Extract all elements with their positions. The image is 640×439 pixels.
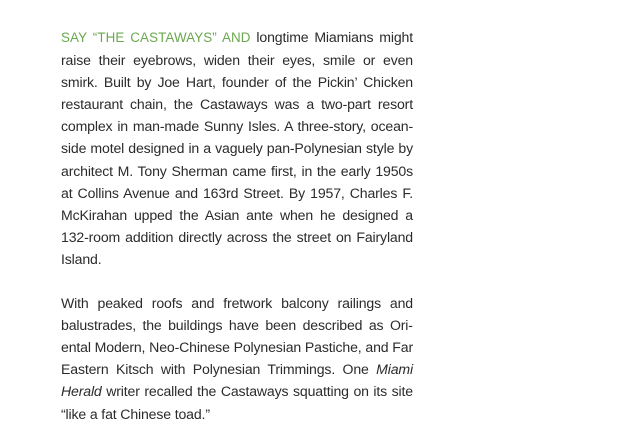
publication-name: Miami Herald: [61, 361, 413, 400]
paragraph-2-text-before: With peaked roofs and fretwork balcony railings and balustrades, the buildings have been described as Oriental Modern, Neo-Chinese Polynesian Pastiche, and Far Eastern Kitsch with Polynesian Trimmings. One: [61, 295, 413, 378]
paragraph-2-text-after: writer recalled the Castaways squatting on its site “like a fat Chinese toad.”: [61, 383, 413, 422]
paragraph-1-text: longtime Miamians might raise their eyebrows, widen their eyes, smile or even smirk. Built by Joe Hart, founder of the Pickin’ Chicken restaurant chain, the Castaways was a two-part resort complex in man-made Sunny Isles. A three-story, ocean-side motel designed in a vaguely pan-Polynesian style by architect M. Tony Sherman came first, in the early 1950s at Collins Avenue and 163rd Street. By 1957, Charles F. McKirahan upped the Asian ante when he designed a 132-room addition directly across the street on Fairyland Island.: [61, 29, 413, 267]
paragraph-castaways-intro: [61, 26, 413, 270]
article-body: [61, 26, 413, 425]
lead-in-text: SAY “THE CASTAWAYS” AND: [61, 30, 251, 45]
paragraph-architecture-description: [61, 292, 413, 425]
